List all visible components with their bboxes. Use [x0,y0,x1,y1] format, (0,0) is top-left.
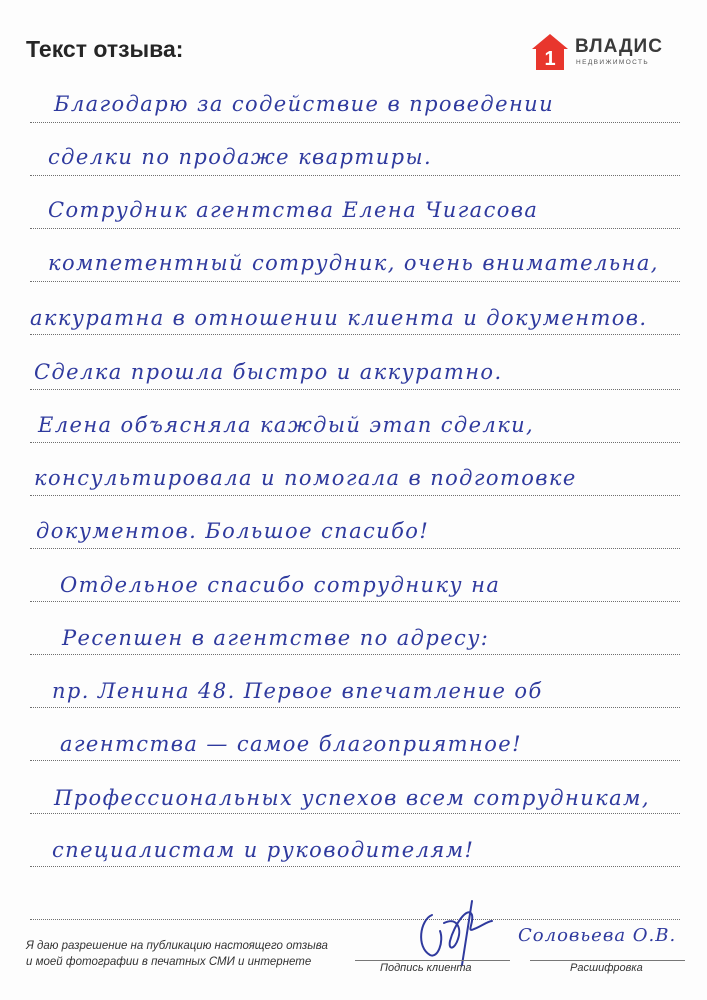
svg-text:1: 1 [544,48,556,70]
review-text-line: Профессиональных успехов всем сотрудникам, [54,786,650,810]
decoding-line [530,960,685,961]
ruled-line [30,228,680,229]
ruled-line [30,760,680,761]
review-text-line: Ресепшен в агентстве по адресу: [62,626,490,650]
signature-label: Подпись клиента [380,962,472,974]
ruled-line [30,175,680,176]
logo-subtitle: НЕДВИЖИМОСТЬ [576,59,650,66]
publication-consent [26,938,328,970]
review-text-line: аккуратна в отношении клиента и документов. [30,306,648,330]
review-text-line: агентства — самое благоприятное! [60,732,522,756]
ruled-line [30,866,680,867]
signature-decoding-value: Соловьева О.В. [518,925,677,946]
ruled-line [30,442,680,443]
review-text-line: Сделка прошла быстро и аккуратно. [34,360,503,384]
review-text-line: Отдельное спасибо сотруднику на [60,573,501,597]
ruled-line [30,281,680,282]
review-text-line: Сотрудник агентства Елена Чигасова [48,198,539,222]
ruled-line [30,813,680,814]
consent-line: и моей фотографии в печатных СМИ и интернете [26,956,312,968]
review-text-line: Елена объясняла каждый этап сделки, [38,413,535,437]
consent-line: Я даю разрешение на публикацию настоящего отзыва [26,940,328,952]
ruled-line [30,389,680,390]
review-text-line: сделки по продаже квартиры. [48,145,433,169]
decoding-label: Расшифровка [570,962,643,974]
ruled-line [30,122,680,123]
review-text-line: пр. Ленина 48. Первое впечатление об [52,679,543,703]
ruled-line [30,548,680,549]
review-text-line: документов. Большое спасибо! [36,519,430,543]
review-text-line: консультировала и помогала в подготовке [34,466,577,490]
logo-name: ВЛАДИС [575,36,663,57]
review-text-line: компетентный сотрудник, очень внимательна, [48,251,659,275]
client-signature [410,895,495,970]
ruled-line [30,707,680,708]
review-text-line: Благодарю за содействие в проведении [54,92,555,116]
review-text-line: специалистам и руководителям! [52,838,475,862]
ruled-line [30,654,680,655]
ruled-line [30,495,680,496]
ruled-line [30,919,680,920]
ruled-line [30,334,680,335]
signature-line [355,960,510,961]
ruled-line [30,601,680,602]
form-heading: Текст отзыва: [26,36,184,62]
